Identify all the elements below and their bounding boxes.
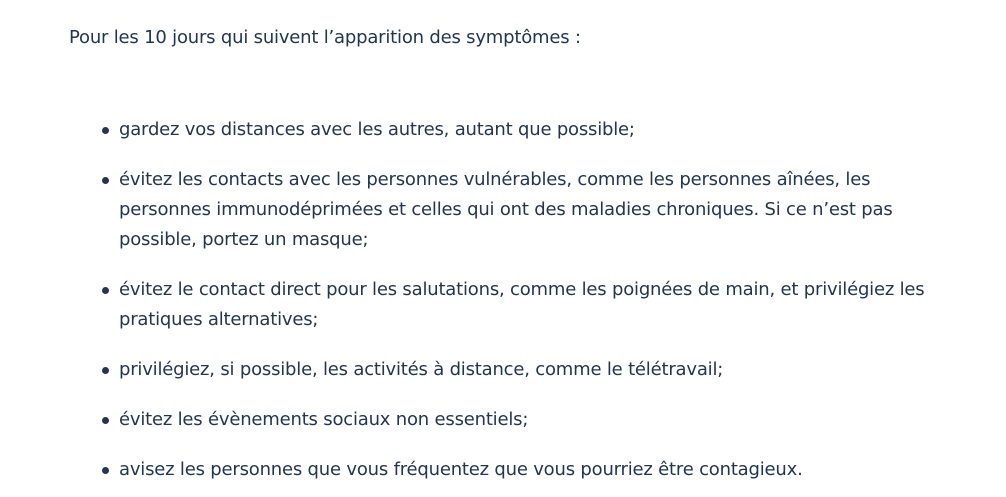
- bullet-dot-icon: [102, 287, 109, 294]
- measures-list: [69, 115, 949, 485]
- list-item-text: évitez le contact direct pour les salutations, comme les poignées de main, et privilégiez les pratiques alternatives;: [119, 279, 925, 330]
- content-section: [69, 23, 949, 485]
- bullet-dot-icon: [102, 127, 109, 134]
- intro-text: Pour les 10 jours qui suivent l’apparition des symptômes :: [69, 27, 581, 48]
- bullet-dot-icon: [102, 417, 109, 424]
- list-item: [69, 115, 949, 145]
- list-item: [69, 405, 949, 435]
- list-item: [69, 455, 949, 485]
- bullet-dot-icon: [102, 177, 109, 184]
- list-item-text: gardez vos distances avec les autres, autant que possible;: [119, 119, 635, 140]
- list-item-text: évitez les contacts avec les personnes vulnérables, comme les personnes aînées, les personnes immunodéprimées et celles qui ont des maladies chroniques. Si ce n’est pas possible, portez un masque;: [119, 169, 893, 250]
- bullet-dot-icon: [102, 367, 109, 374]
- list-item: [69, 165, 949, 255]
- list-item: [69, 275, 949, 335]
- list-item-text: privilégiez, si possible, les activités à distance, comme le télétravail;: [119, 359, 724, 380]
- list-item-text: avisez les personnes que vous fréquentez que vous pourriez être contagieux.: [119, 459, 803, 480]
- list-item-text: évitez les évènements sociaux non essentiels;: [119, 409, 529, 430]
- list-item: [69, 355, 949, 385]
- bullet-dot-icon: [102, 467, 109, 474]
